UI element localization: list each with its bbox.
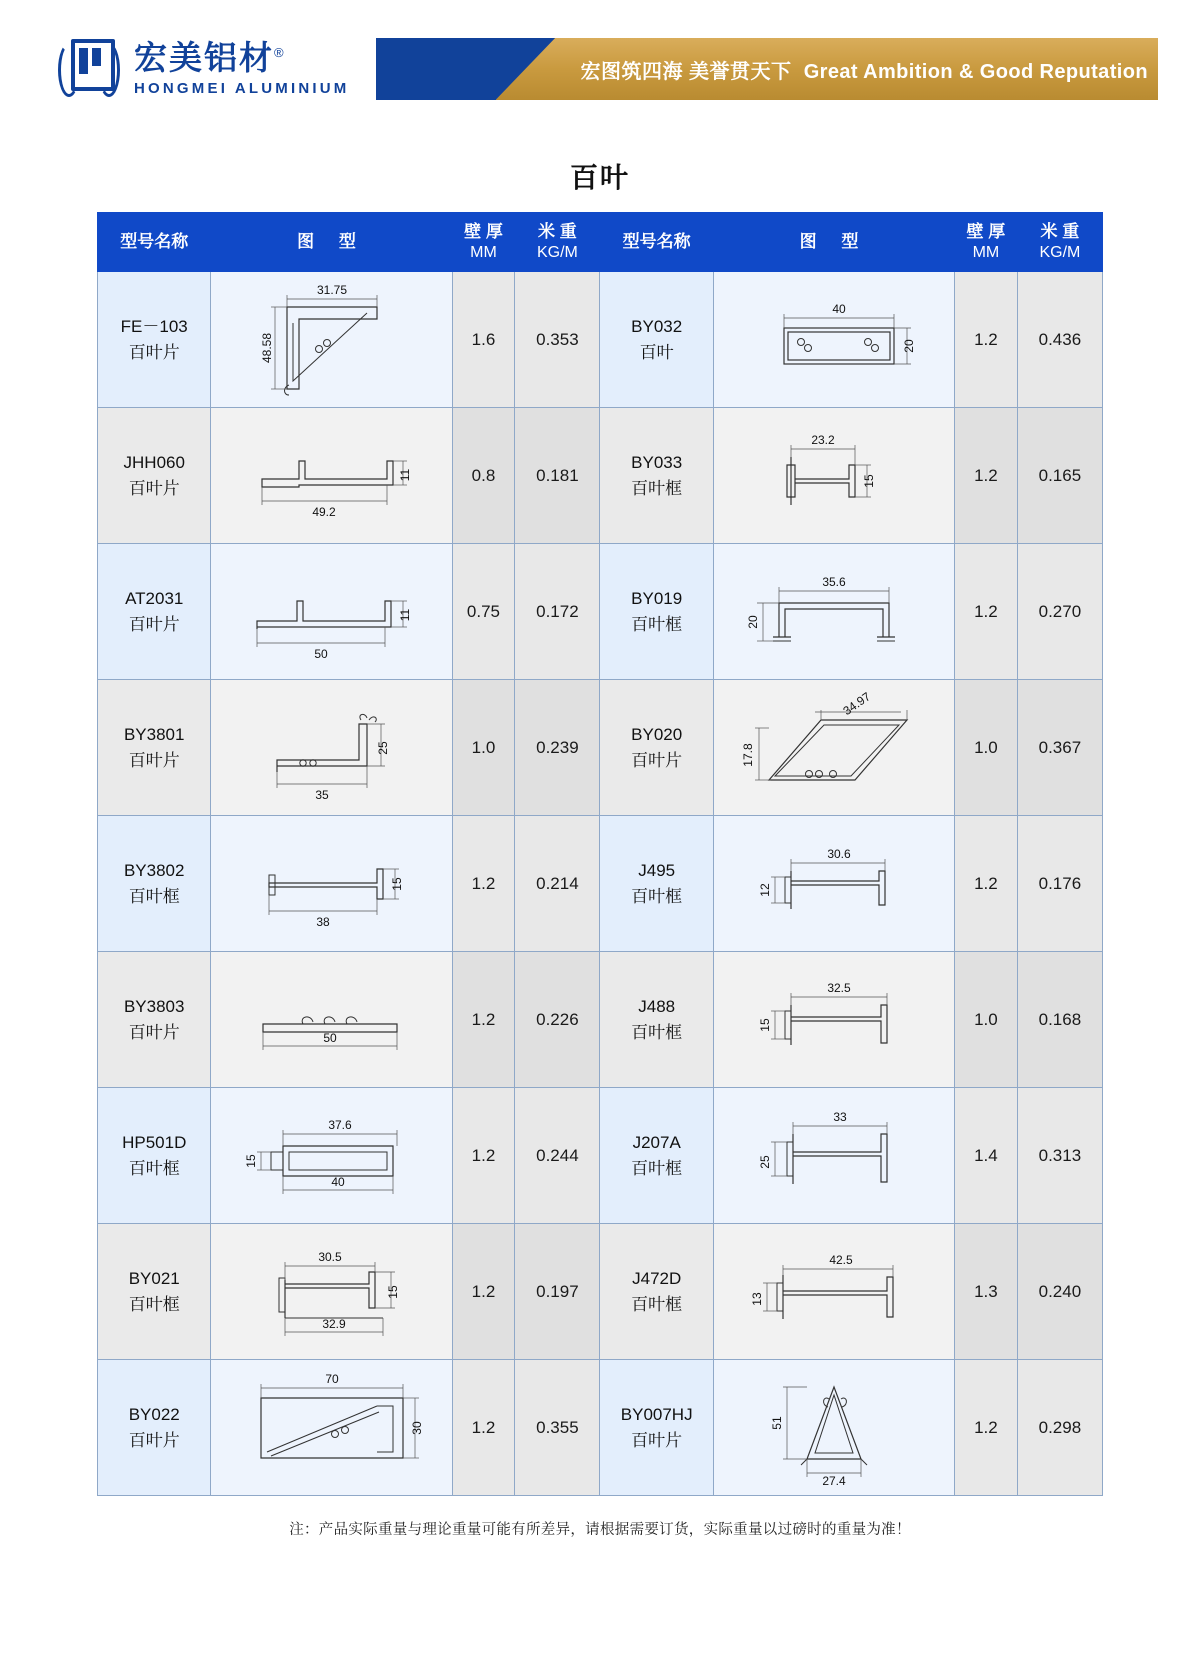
dim-label: 50 — [313, 646, 328, 661]
wall-thickness: 1.0 — [955, 952, 1018, 1088]
profile-type: 百叶 — [639, 342, 674, 362]
profile-figure — [211, 1224, 452, 1360]
profile-name — [600, 816, 713, 952]
dim-label: 11 — [397, 468, 412, 481]
profile-code: BY021 — [128, 1269, 180, 1288]
profile-name — [98, 272, 211, 408]
header-thickness-right: 壁 厚 MM — [955, 213, 1018, 272]
table-row — [98, 544, 1103, 680]
profile-type: 百叶框 — [128, 886, 180, 906]
profile-code: BY033 — [631, 453, 683, 472]
meter-weight: 0.181 — [515, 408, 600, 544]
profile-code: BY032 — [631, 317, 683, 336]
wall-thickness: 1.2 — [452, 952, 515, 1088]
profile-code: JHH060 — [123, 453, 185, 472]
profile-type: 百叶框 — [631, 478, 683, 498]
profile-type: 百叶片 — [128, 478, 180, 498]
profile-name — [600, 952, 713, 1088]
profile-figure — [211, 952, 452, 1088]
table-row — [98, 1224, 1103, 1360]
brand-name-en: HONGMEI ALUMINIUM — [134, 80, 350, 98]
dim-label: 30 — [409, 1420, 424, 1435]
profile-code: BY020 — [631, 725, 683, 744]
profile-name — [600, 1088, 713, 1224]
meter-weight: 0.270 — [1017, 544, 1102, 680]
wall-thickness: 1.2 — [955, 544, 1018, 680]
meter-weight: 0.240 — [1017, 1224, 1102, 1360]
wall-thickness: 1.2 — [955, 408, 1018, 544]
profile-name — [98, 1088, 211, 1224]
meter-weight: 0.172 — [515, 544, 600, 680]
profile-figure — [713, 816, 954, 952]
dim-label: 20 — [745, 614, 760, 629]
meter-weight: 0.165 — [1017, 408, 1102, 544]
dim-label: 30.6 — [827, 846, 851, 861]
profile-type: 百叶片 — [128, 1430, 180, 1450]
profile-figure — [713, 952, 954, 1088]
profile-name — [98, 1360, 211, 1496]
profile-figure — [713, 1360, 954, 1496]
profile-figure — [211, 1360, 452, 1496]
dim-label: 25 — [757, 1155, 772, 1169]
profile-type: 百叶框 — [631, 1158, 683, 1178]
table-row — [98, 816, 1103, 952]
dim-label: 20 — [901, 338, 916, 353]
profile-code: BY3803 — [123, 997, 185, 1016]
wall-thickness: 1.0 — [452, 680, 515, 816]
table-header-row — [98, 213, 1103, 272]
profile-name — [600, 272, 713, 408]
profile-type: 百叶框 — [631, 886, 683, 906]
dim-label: 15 — [757, 1017, 772, 1032]
profile-type: 百叶片 — [631, 750, 683, 770]
wall-thickness: 1.3 — [955, 1224, 1018, 1360]
profile-figure — [713, 544, 954, 680]
profile-code: FE－103 — [120, 317, 188, 336]
dim-label: 13 — [749, 1291, 764, 1306]
meter-weight: 0.313 — [1017, 1088, 1102, 1224]
banner-text — [581, 55, 1148, 84]
brand-text — [134, 40, 350, 98]
profile-figure — [713, 272, 954, 408]
profile-code: J495 — [638, 861, 676, 880]
profile-type: 百叶片 — [631, 1430, 683, 1450]
meter-weight: 0.353 — [515, 272, 600, 408]
profile-figure — [211, 680, 452, 816]
profile-name — [600, 1224, 713, 1360]
dim-label: 40 — [330, 1175, 345, 1189]
profile-figure — [713, 680, 954, 816]
profile-type: 百叶框 — [631, 614, 683, 634]
meter-weight: 0.436 — [1017, 272, 1102, 408]
dim-label: 34.97 — [840, 688, 873, 718]
dim-label: 49.2 — [311, 504, 336, 519]
profile-type: 百叶片 — [128, 614, 180, 634]
profile-figure — [211, 408, 452, 544]
header-figure-left: 图 型 — [211, 213, 452, 272]
table-row — [98, 1360, 1103, 1496]
meter-weight: 0.197 — [515, 1224, 600, 1360]
wall-thickness: 1.2 — [955, 1360, 1018, 1496]
profile-figure — [713, 1088, 954, 1224]
profile-name — [600, 408, 713, 544]
header-name-left: 型号名称 — [98, 213, 211, 272]
dim-label: 25 — [375, 741, 390, 755]
wall-thickness: 1.0 — [955, 680, 1018, 816]
profile-name — [98, 408, 211, 544]
brand-logo — [58, 26, 370, 112]
profile-name — [98, 680, 211, 816]
table-row — [98, 680, 1103, 816]
profile-type: 百叶片 — [128, 750, 180, 770]
brand-name-cn: 宏美铝材® — [134, 39, 286, 77]
wall-thickness: 0.75 — [452, 544, 515, 680]
profile-code: J207A — [632, 1133, 681, 1152]
dim-label: 12 — [757, 882, 772, 897]
header-figure-right: 图 型 — [713, 213, 954, 272]
profile-type: 百叶框 — [128, 1294, 180, 1314]
dim-label: 35 — [314, 788, 329, 802]
header-weight-right: 米 重 KG/M — [1017, 213, 1102, 272]
dim-label: 51 — [769, 1416, 784, 1430]
wall-thickness: 1.2 — [955, 272, 1018, 408]
meter-weight: 0.168 — [1017, 952, 1102, 1088]
dim-label: 38 — [315, 914, 330, 929]
profile-type: 百叶片 — [128, 1022, 180, 1042]
wall-thickness: 1.6 — [452, 272, 515, 408]
meter-weight: 0.214 — [515, 816, 600, 952]
meter-weight: 0.226 — [515, 952, 600, 1088]
dim-label: 15 — [389, 876, 404, 891]
slogan-en: Great Ambition & Good Reputation — [803, 60, 1148, 83]
profile-code: J488 — [638, 997, 676, 1016]
dim-label: 32.9 — [321, 1316, 346, 1331]
profile-name — [98, 952, 211, 1088]
dim-label: 15 — [861, 473, 876, 488]
profile-figure — [211, 1088, 452, 1224]
profile-code: BY022 — [128, 1405, 180, 1424]
profile-name — [600, 680, 713, 816]
meter-weight: 0.176 — [1017, 816, 1102, 952]
meter-weight: 0.244 — [515, 1088, 600, 1224]
table-row — [98, 1088, 1103, 1224]
wall-thickness: 1.2 — [452, 1224, 515, 1360]
profile-code: BY007HJ — [620, 1405, 693, 1424]
wall-thickness: 1.2 — [452, 1360, 515, 1496]
dim-label: 15 — [243, 1154, 258, 1168]
profile-figure — [713, 408, 954, 544]
profile-type: 百叶框 — [128, 1158, 180, 1178]
dim-label: 11 — [397, 608, 412, 621]
profile-code: BY019 — [631, 589, 683, 608]
profile-name — [98, 816, 211, 952]
table-row — [98, 952, 1103, 1088]
slogan-banner — [376, 38, 1159, 100]
dim-label: 33 — [833, 1110, 847, 1124]
header-thickness-left: 壁 厚 MM — [452, 213, 515, 272]
dim-label: 42.5 — [829, 1252, 853, 1267]
profile-figure — [713, 1224, 954, 1360]
meter-weight: 0.298 — [1017, 1360, 1102, 1496]
profile-type: 百叶片 — [128, 342, 180, 362]
profile-spec-table — [97, 212, 1103, 1496]
profile-code: AT2031 — [125, 589, 184, 608]
building-wreath-logo-icon — [58, 37, 120, 101]
dim-label: 37.6 — [327, 1118, 352, 1132]
dim-label: 50 — [322, 1031, 337, 1045]
profile-code: HP501D — [122, 1133, 187, 1152]
profile-name — [98, 1224, 211, 1360]
profile-code: BY3802 — [123, 861, 185, 880]
wall-thickness: 1.2 — [955, 816, 1018, 952]
footer-note: 注：产品实际重量与理论重量可能有所差异，请根据需要订货，实际重量以过磅时的重量为准！ — [289, 1522, 911, 1538]
profile-figure — [211, 544, 452, 680]
dim-label: 48.58 — [259, 332, 274, 364]
profile-type: 百叶框 — [631, 1022, 683, 1042]
page-header — [58, 26, 1158, 112]
dim-label: 70 — [324, 1371, 339, 1386]
wall-thickness: 0.8 — [452, 408, 515, 544]
header-weight-left: 米 重 KG/M — [515, 213, 600, 272]
dim-label: 35.6 — [822, 574, 846, 589]
profile-code: BY3801 — [123, 725, 185, 744]
dim-label: 23.2 — [811, 432, 835, 447]
meter-weight: 0.367 — [1017, 680, 1102, 816]
registered-mark: ® — [274, 45, 286, 61]
meter-weight: 0.239 — [515, 680, 600, 816]
page-title: 百叶 — [569, 162, 630, 193]
slogan-cn: 宏图筑四海 美誉贯天下 — [580, 60, 792, 83]
profile-code: J472D — [632, 1269, 682, 1288]
wall-thickness: 1.2 — [452, 816, 515, 952]
profile-name — [98, 544, 211, 680]
profile-type: 百叶框 — [631, 1294, 683, 1314]
dim-label: 30.5 — [317, 1249, 342, 1264]
table-row — [98, 408, 1103, 544]
dim-label: 17.8 — [740, 742, 755, 767]
wall-thickness: 1.4 — [955, 1088, 1018, 1224]
dim-label: 32.5 — [827, 980, 851, 995]
table-row — [98, 272, 1103, 408]
dim-label: 15 — [385, 1284, 400, 1299]
meter-weight: 0.355 — [515, 1360, 600, 1496]
dim-label: 31.75 — [316, 283, 347, 297]
dim-label: 40 — [832, 301, 846, 316]
header-name-right: 型号名称 — [600, 213, 713, 272]
profile-figure — [211, 272, 452, 408]
profile-name — [600, 544, 713, 680]
wall-thickness: 1.2 — [452, 1088, 515, 1224]
profile-figure — [211, 816, 452, 952]
dim-label: 27.4 — [822, 1474, 846, 1488]
profile-name — [600, 1360, 713, 1496]
